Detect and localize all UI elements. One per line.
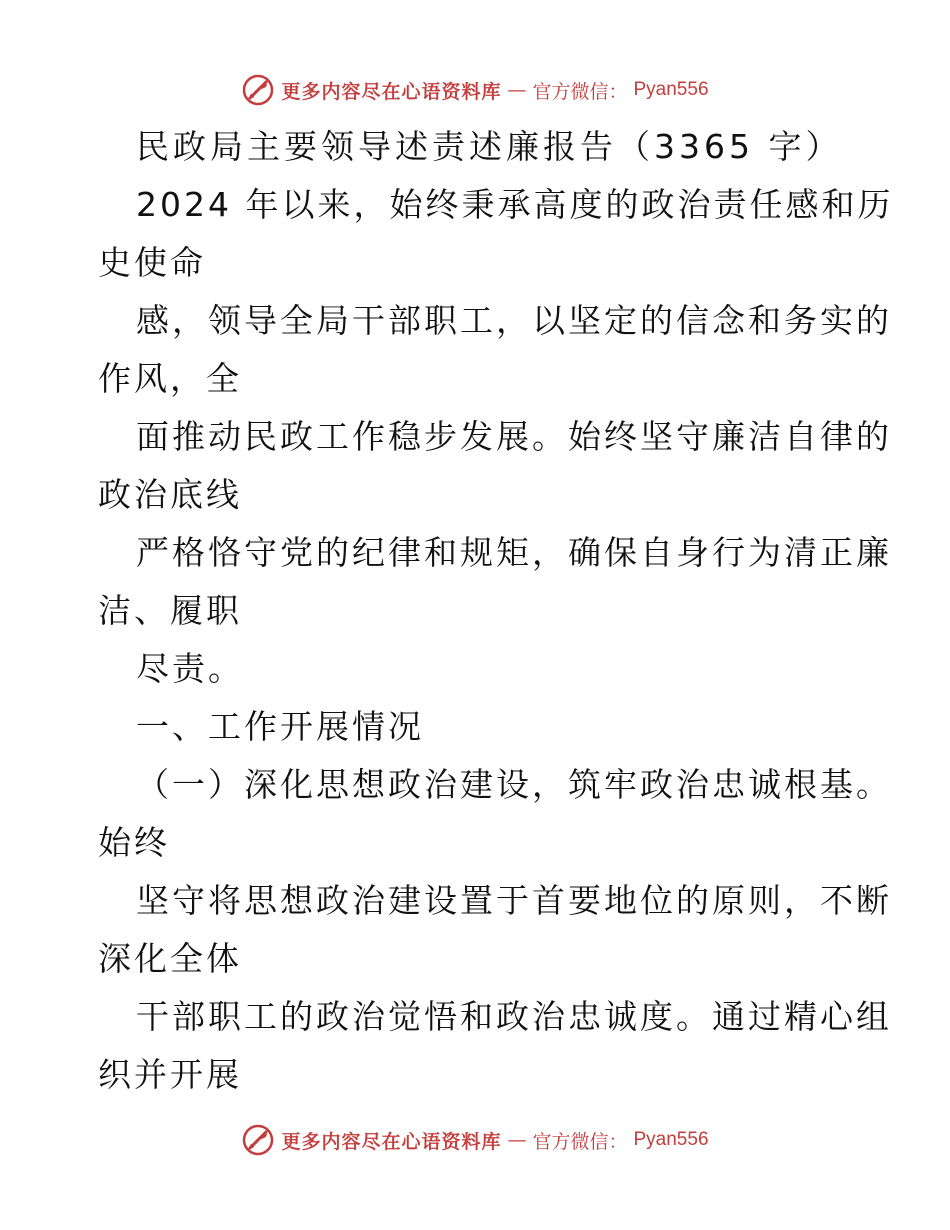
banner-separator: — [507, 79, 527, 101]
header-banner [0, 70, 950, 110]
text-line: 作风，全 [98, 359, 242, 398]
text-line: 坚守将思想政治建设置于首要地位的原则，不断 [136, 881, 892, 920]
text-line: 干部职工的政治觉悟和政治忠诚度。通过精心组 [136, 997, 892, 1036]
text-line: 面推动民政工作稳步发展。始终坚守廉洁自律的 [136, 417, 892, 456]
quill-logo-icon [241, 1123, 275, 1157]
document-title: 民政局主要领导述责述廉报告（3365 字） [136, 127, 843, 166]
text-line: 2024 年以来，始终秉承高度的政治责任感和历 [136, 185, 894, 224]
document-body [98, 118, 894, 1104]
quill-logo-icon [241, 73, 275, 107]
text-line: 政治底线 [98, 475, 242, 514]
text-line: 洁、履职 [98, 591, 242, 630]
banner-text: 更多内容尽在心语资料库 [281, 1130, 502, 1153]
banner-wechat-id: Pyan556 [633, 79, 709, 100]
text-line: 尽责。 [136, 649, 244, 688]
text-line: 始终 [98, 823, 170, 862]
banner-wechat-id: Pyan556 [633, 1129, 709, 1150]
text-line: 感，领导全局干部职工，以坚定的信念和务实的 [136, 301, 892, 340]
text-line: 深化全体 [98, 939, 242, 978]
subsection-heading: （一）深化思想政治建设，筑牢政治忠诚根基。 [136, 765, 892, 804]
text-line: 史使命 [98, 243, 206, 282]
section-heading: 一、工作开展情况 [136, 707, 424, 746]
text-line: 织并开展 [98, 1055, 242, 1094]
banner-wechat-label: 官方微信： [532, 80, 628, 103]
banner-text: 更多内容尽在心语资料库 [281, 80, 502, 103]
banner-separator: — [507, 1129, 527, 1151]
footer-banner [0, 1120, 950, 1160]
text-line: 严格恪守党的纪律和规矩，确保自身行为清正廉 [136, 533, 892, 572]
banner-wechat-label: 官方微信： [532, 1130, 628, 1153]
